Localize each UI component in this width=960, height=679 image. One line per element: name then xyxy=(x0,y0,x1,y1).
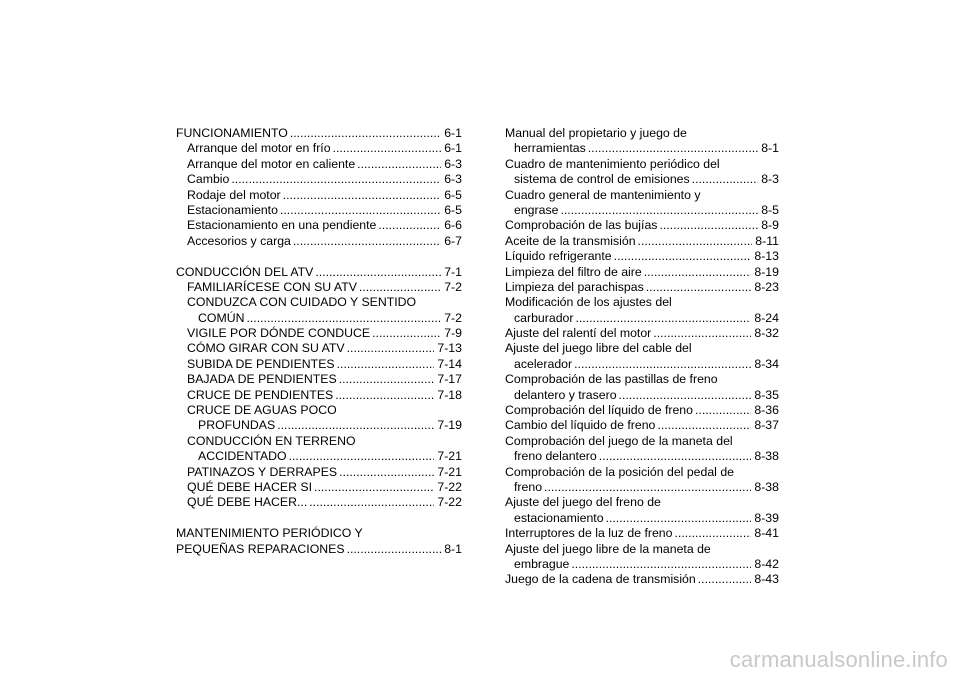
toc-entry-title: CRUCE DE PENDIENTES xyxy=(187,387,334,402)
toc-left-column xyxy=(176,126,462,557)
toc-leader-dots xyxy=(335,388,434,403)
toc-entry-title: FUNCIONAMIENTO xyxy=(176,126,288,140)
toc-line xyxy=(176,203,462,218)
toc-page-number: 7-1 xyxy=(444,264,462,279)
toc-leader-dots xyxy=(289,449,435,464)
toc-leader-dots xyxy=(644,265,752,280)
toc-entry-title: SUBIDA DE PENDIENTES xyxy=(187,356,335,371)
toc-leader-dots xyxy=(646,280,752,295)
toc-entry-title: Cambio xyxy=(187,172,230,187)
toc-entry[interactable] xyxy=(505,249,779,264)
toc-entry-title: Cambio del líquido de freno xyxy=(505,418,656,433)
toc-entry-title: Líquido refrigerante xyxy=(505,249,612,264)
toc-line xyxy=(505,141,779,156)
toc-entry-title: herramientas xyxy=(514,141,586,156)
toc-line xyxy=(505,526,779,541)
toc-entry-title: Modificación de los ajustes del xyxy=(505,295,672,310)
toc-leader-dots xyxy=(674,526,751,541)
toc-page-number: 7-13 xyxy=(437,341,462,356)
toc-page-number: 8-38 xyxy=(754,449,779,464)
toc-leader-dots xyxy=(231,172,441,187)
toc-line xyxy=(505,480,779,495)
toc-page-number: 8-38 xyxy=(754,479,779,494)
toc-line xyxy=(505,172,779,187)
toc-entry[interactable] xyxy=(176,434,462,465)
toc-entry-title: acelerador xyxy=(514,356,573,371)
toc-entry-title: sistema de control de emisiones xyxy=(514,172,690,187)
toc-line xyxy=(505,203,779,218)
toc-line xyxy=(505,265,779,280)
toc-page-number: 8-23 xyxy=(754,279,779,294)
toc-entry-title: Limpieza del filtro de aire xyxy=(505,264,642,279)
toc-entry-title: Manual del propietario y juego de xyxy=(505,126,687,140)
toc-entry[interactable] xyxy=(176,341,462,356)
toc-entry[interactable] xyxy=(176,172,462,187)
toc-page-number: 8-43 xyxy=(754,572,779,587)
toc-page-number: 8-39 xyxy=(754,510,779,525)
toc-line xyxy=(505,388,779,403)
toc-leader-dots xyxy=(357,157,441,172)
watermark: carmanualsonline.info xyxy=(729,647,948,672)
toc-line xyxy=(505,126,779,141)
toc-leader-dots xyxy=(657,418,751,433)
toc-entry[interactable] xyxy=(176,465,462,480)
toc-leader-dots xyxy=(280,203,441,218)
toc-page-number: 8-3 xyxy=(761,172,779,187)
toc-line xyxy=(505,234,779,249)
toc-entry-title: FAMILIARÍCESE CON SU ATV xyxy=(187,279,357,294)
toc-line xyxy=(505,449,779,464)
toc-line xyxy=(176,465,462,480)
toc-entry-title: Arranque del motor en caliente xyxy=(187,156,356,171)
toc-line xyxy=(505,188,779,203)
toc-entry[interactable] xyxy=(505,188,779,219)
toc-line xyxy=(176,218,462,233)
toc-leader-dots xyxy=(246,311,441,326)
toc-leader-dots xyxy=(337,357,435,372)
toc-page-number: 6-3 xyxy=(444,156,462,171)
toc-leader-dots xyxy=(339,372,435,387)
toc-leader-dots xyxy=(293,234,441,249)
toc-entry[interactable] xyxy=(505,434,779,465)
toc-entry-title: PEQUEÑAS REPARACIONES xyxy=(176,541,345,556)
toc-page-number: 6-5 xyxy=(444,187,462,202)
toc-page-number: 8-5 xyxy=(761,202,779,217)
toc-entry-title: Cuadro general de mantenimiento y xyxy=(505,187,701,202)
toc-entry[interactable] xyxy=(505,280,779,295)
toc-entry[interactable] xyxy=(505,403,779,418)
toc-entry-title: Estacionamiento en una pendiente xyxy=(187,218,377,233)
toc-page-number: 8-34 xyxy=(754,356,779,371)
toc-page-number: 8-24 xyxy=(754,310,779,325)
toc-leader-dots xyxy=(588,141,758,156)
toc-entry[interactable] xyxy=(176,295,462,326)
toc-line xyxy=(505,572,779,587)
toc-entry[interactable] xyxy=(176,126,462,141)
toc-line xyxy=(176,403,462,418)
toc-entry[interactable] xyxy=(505,265,779,280)
toc-leader-dots xyxy=(314,480,434,495)
toc-line xyxy=(505,418,779,433)
toc-line xyxy=(176,388,462,403)
toc-leader-dots xyxy=(347,542,442,557)
toc-leader-dots xyxy=(698,572,752,587)
toc-entry-title: Ajuste del juego del freno de xyxy=(505,495,661,510)
toc-entry[interactable] xyxy=(176,372,462,387)
toc-entry-title: MANTENIMIENTO PERIÓDICO Y xyxy=(176,526,363,541)
toc-line xyxy=(505,495,779,510)
toc-line xyxy=(505,295,779,310)
toc-page-number: 7-18 xyxy=(437,387,462,402)
toc-line xyxy=(176,295,462,310)
toc-entry[interactable] xyxy=(505,495,779,526)
toc-line xyxy=(176,326,462,341)
toc-entry-title: PROFUNDAS xyxy=(198,418,276,433)
toc-page-number: 8-37 xyxy=(754,418,779,433)
toc-page-number: 8-11 xyxy=(755,233,779,248)
toc-page-number: 8-13 xyxy=(754,249,779,264)
toc-entry-title: CONDUCCIÓN DEL ATV xyxy=(176,264,314,279)
toc-entry[interactable] xyxy=(505,465,779,496)
toc-leader-dots xyxy=(347,341,435,356)
toc-leader-dots xyxy=(571,557,751,572)
toc-entry-title: Accesorios y carga xyxy=(187,233,291,248)
toc-right-column xyxy=(505,126,779,588)
toc-leader-dots xyxy=(606,511,752,526)
toc-page-number: 8-42 xyxy=(754,556,779,571)
toc-entry-title: embrague xyxy=(514,556,570,571)
toc-entry[interactable] xyxy=(505,572,779,587)
toc-leader-dots xyxy=(638,234,753,249)
toc-entry-title: delantero y trasero xyxy=(514,387,617,402)
toc-line xyxy=(505,157,779,172)
section-gap xyxy=(176,249,462,264)
toc-line xyxy=(176,495,462,510)
toc-entry[interactable] xyxy=(505,341,779,372)
toc-page-number: 6-7 xyxy=(444,233,462,248)
section-gap xyxy=(176,511,462,526)
toc-entry[interactable] xyxy=(176,526,462,557)
toc-entry[interactable] xyxy=(505,295,779,326)
toc-page-number: 7-22 xyxy=(437,495,462,510)
toc-line xyxy=(505,218,779,233)
toc-entry[interactable] xyxy=(505,326,779,341)
toc-leader-dots xyxy=(560,203,758,218)
toc-page-number: 8-35 xyxy=(754,387,779,402)
toc-leader-dots xyxy=(333,141,442,156)
toc-section xyxy=(176,126,462,249)
toc-page-number: 8-1 xyxy=(444,541,462,556)
toc-entry[interactable] xyxy=(176,326,462,341)
toc-page-number: 7-19 xyxy=(437,418,462,433)
toc-entry-title: Ajuste del juego libre del cable del xyxy=(505,341,692,356)
toc-line xyxy=(176,526,462,541)
toc-line xyxy=(176,188,462,203)
toc-entry-title: CÓMO GIRAR CON SU ATV xyxy=(187,341,345,356)
toc-entry[interactable] xyxy=(176,234,462,249)
toc-line xyxy=(505,511,779,526)
toc-entry-title: Estacionamiento xyxy=(187,202,278,217)
toc-entry-title: CONDUCCIÓN EN TERRENO xyxy=(187,433,356,448)
toc-entry-title: COMÚN xyxy=(198,310,245,325)
toc-entry-title: ACCIDENTADO xyxy=(198,449,287,464)
toc-page-number: 7-2 xyxy=(444,279,462,294)
toc-entry-title: Rodaje del motor xyxy=(187,187,281,202)
toc-entry-title: estacionamiento xyxy=(514,510,604,525)
toc-entry-title: Comprobación del líquido de freno xyxy=(505,403,693,418)
toc-entry[interactable] xyxy=(505,526,779,541)
toc-leader-dots xyxy=(378,218,441,233)
toc-entry[interactable] xyxy=(505,372,779,403)
toc-line xyxy=(176,542,462,557)
toc-line xyxy=(176,172,462,187)
toc-line xyxy=(176,480,462,495)
toc-leader-dots xyxy=(359,280,441,295)
toc-page-number: 7-22 xyxy=(437,479,462,494)
toc-page-number: 6-1 xyxy=(444,141,462,156)
toc-page-number: 7-2 xyxy=(444,310,462,325)
toc-entry[interactable] xyxy=(176,357,462,372)
toc-page-number: 7-17 xyxy=(437,372,462,387)
toc-entry-title: Comprobación de las bujías xyxy=(505,218,658,233)
toc-leader-dots xyxy=(290,126,441,141)
toc-leader-dots xyxy=(372,326,441,341)
toc-line xyxy=(505,280,779,295)
toc-entry[interactable] xyxy=(176,280,462,295)
toc-line xyxy=(505,249,779,264)
toc-leader-dots xyxy=(692,172,759,187)
toc-leader-dots xyxy=(614,249,752,264)
toc-entry[interactable] xyxy=(176,480,462,495)
toc-line xyxy=(505,465,779,480)
toc-entry-title: Cuadro de mantenimiento periódico del xyxy=(505,156,720,171)
toc-entry-title: QUÉ DEBE HACER SI xyxy=(187,479,313,494)
toc-entry[interactable] xyxy=(176,218,462,233)
toc-line xyxy=(176,234,462,249)
toc-entry-title: CRUCE DE AGUAS POCO xyxy=(187,403,337,418)
toc-entry[interactable] xyxy=(176,203,462,218)
toc-entry-title: Comprobación del juego de la maneta del xyxy=(505,433,733,448)
toc-leader-dots xyxy=(277,418,434,433)
toc-line xyxy=(505,326,779,341)
toc-entry-title: Comprobación de la posición del pedal de xyxy=(505,464,735,479)
toc-line xyxy=(505,403,779,418)
toc-leader-dots xyxy=(599,449,752,464)
toc-leader-dots xyxy=(574,357,751,372)
toc-entry-title: Juego de la cadena de transmisión xyxy=(505,572,696,587)
toc-page-number: 7-21 xyxy=(437,449,462,464)
toc-leader-dots xyxy=(619,388,752,403)
toc-entry[interactable] xyxy=(505,542,779,573)
toc-line xyxy=(505,557,779,572)
toc-entry[interactable] xyxy=(505,157,779,188)
toc-entry-title: freno delantero xyxy=(514,449,597,464)
toc-line xyxy=(176,418,462,433)
toc-entry-title: engrase xyxy=(514,202,559,217)
toc-line xyxy=(176,280,462,295)
toc-leader-dots xyxy=(315,265,441,280)
toc-leader-dots xyxy=(283,188,442,203)
toc-entry-title: Limpieza del parachispas xyxy=(505,279,644,294)
toc-line xyxy=(176,434,462,449)
toc-entry-title: Ajuste del juego libre de la maneta de xyxy=(505,541,711,556)
toc-page-number: 8-19 xyxy=(754,264,779,279)
toc-page-number: 8-1 xyxy=(761,141,779,156)
toc-entry[interactable] xyxy=(505,126,779,157)
toc-line xyxy=(505,372,779,387)
toc-entry[interactable] xyxy=(176,495,462,510)
toc-leader-dots xyxy=(309,495,434,510)
toc-entry[interactable] xyxy=(176,141,462,156)
toc-page-number: 6-3 xyxy=(444,172,462,187)
toc-entry-title: freno xyxy=(514,479,543,494)
toc-page-number: 7-14 xyxy=(437,356,462,371)
toc-line xyxy=(505,357,779,372)
toc-entry[interactable] xyxy=(176,265,462,280)
toc-line xyxy=(176,141,462,156)
toc-line xyxy=(176,341,462,356)
toc-page-number: 8-36 xyxy=(754,403,779,418)
toc-leader-dots xyxy=(659,218,758,233)
toc-line xyxy=(176,126,462,141)
toc-page-number: 7-9 xyxy=(444,326,462,341)
toc-entry[interactable] xyxy=(505,234,779,249)
toc-entry-title: QUÉ DEBE HACER... xyxy=(187,495,308,510)
toc-entry[interactable] xyxy=(505,218,779,233)
toc-leader-dots xyxy=(575,311,751,326)
toc-line xyxy=(176,311,462,326)
toc-entry-title: VIGILE POR DÓNDE CONDUCE xyxy=(187,326,371,341)
toc-page-number: 7-21 xyxy=(437,464,462,479)
toc-entry[interactable] xyxy=(176,188,462,203)
toc-entry[interactable] xyxy=(176,157,462,172)
toc-page-number: 6-6 xyxy=(444,218,462,233)
toc-page-number: 8-41 xyxy=(754,526,779,541)
toc-entry-title: Ajuste del ralentí del motor xyxy=(505,326,652,341)
toc-leader-dots xyxy=(653,326,751,341)
toc-line xyxy=(505,311,779,326)
toc-entry[interactable] xyxy=(176,388,462,403)
toc-page-number: 8-9 xyxy=(761,218,779,233)
toc-line xyxy=(176,157,462,172)
toc-entry[interactable] xyxy=(505,418,779,433)
toc-section xyxy=(176,265,462,511)
toc-line xyxy=(176,265,462,280)
toc-leader-dots xyxy=(544,480,751,495)
toc-line xyxy=(176,449,462,464)
toc-line xyxy=(176,372,462,387)
toc-line xyxy=(505,341,779,356)
toc-page-number: 6-5 xyxy=(444,202,462,217)
toc-entry-title: BAJADA DE PENDIENTES xyxy=(187,372,337,387)
toc-entry[interactable] xyxy=(176,403,462,434)
toc-entry-title: Comprobación de las pastillas de freno xyxy=(505,372,718,387)
toc-leader-dots xyxy=(695,403,751,418)
toc-line xyxy=(505,542,779,557)
toc-entry-title: carburador xyxy=(514,310,574,325)
toc-page-number: 8-32 xyxy=(754,326,779,341)
toc-page-number: 6-1 xyxy=(444,126,462,140)
toc-section xyxy=(176,526,462,557)
toc-entry-title: Arranque del motor en frío xyxy=(187,141,331,156)
toc-entry-title: CONDUZCA CON CUIDADO Y SENTIDO xyxy=(187,295,417,310)
toc-leader-dots xyxy=(339,465,434,480)
toc-entry-title: PATINAZOS Y DERRAPES xyxy=(187,464,338,479)
toc-entry-title: Aceite de la transmisión xyxy=(505,233,636,248)
toc-line xyxy=(505,434,779,449)
toc-entry-title: Interruptores de la luz de freno xyxy=(505,526,673,541)
toc-line xyxy=(176,357,462,372)
